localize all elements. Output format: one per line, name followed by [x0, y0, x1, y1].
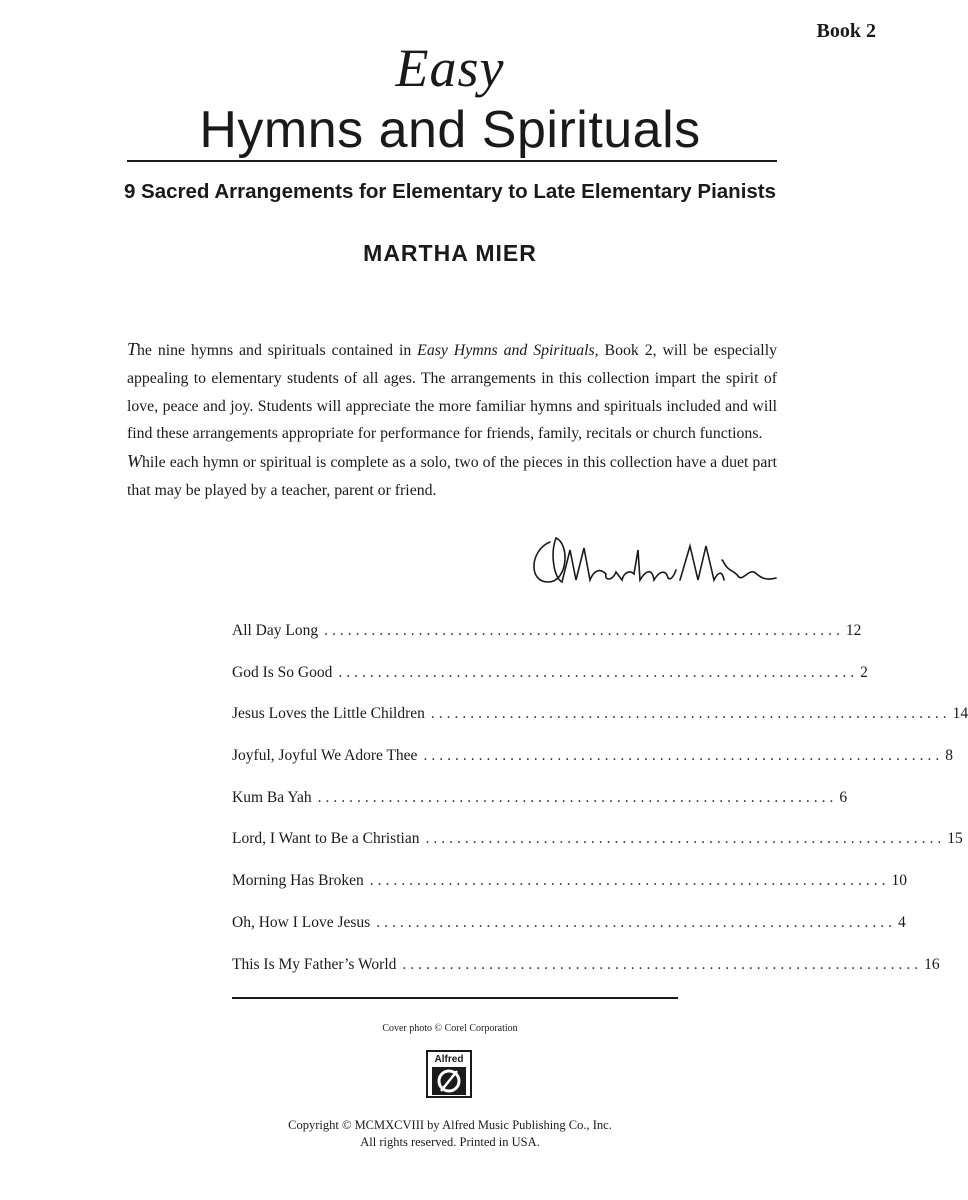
toc-entry: [232, 693, 968, 735]
author-signature: [520, 520, 790, 600]
rights-line: All rights reserved. Printed in USA.: [360, 1135, 540, 1149]
toc-entry-page: 14: [952, 705, 968, 723]
toc-entry: [232, 902, 906, 944]
toc-leader-dots: ..................................................................: [324, 622, 844, 639]
introduction-text: [127, 336, 777, 505]
toc-leader-dots: ..................................................................: [430, 705, 951, 723]
toc-entry-title: Lord, I Want to Be a Christian: [232, 830, 420, 848]
dropcap-t: T: [127, 339, 138, 359]
toc-entry-title: All Day Long: [232, 622, 319, 639]
toc-entry-title: Kum Ba Yah: [232, 788, 312, 806]
toc-leader-dots: ..................................................................: [317, 788, 838, 806]
toc-entry-page: 6: [839, 788, 848, 806]
book-number-label: Book 2: [816, 20, 876, 42]
toc-entry-title: Joyful, Joyful We Adore Thee: [232, 747, 418, 765]
toc-entry-title: Jesus Loves the Little Children: [232, 705, 425, 723]
toc-leader-dots: ..................................................................: [402, 955, 923, 973]
toc-entry: [232, 777, 848, 819]
toc-leader-dots: ..................................................................: [425, 830, 946, 848]
copyright-notice: [0, 1117, 900, 1151]
toc-entry: [232, 652, 868, 694]
intro-p1-text-b: Book 2, will be especially appealing to elementary students of all ages. The arrangements in this collection impart the spirit of love, peace and joy. Students will appreciate the more familiar hymns and spirituals included and will find these arrangements appropriate for performance for friends, family, recitals or church functions.: [127, 342, 777, 443]
logo-wordmark: Alfred: [434, 1054, 464, 1065]
dropcap-w: W: [127, 451, 142, 472]
author-name: MARTHA MIER: [363, 240, 537, 266]
alfred-publisher-logo: [426, 1050, 472, 1098]
toc-entry-title: This Is My Father’s World: [232, 955, 397, 973]
table-of-contents: [232, 610, 968, 985]
toc-entry-page: 10: [891, 872, 907, 890]
title-divider: [127, 160, 777, 162]
intro-p1-text-a: he nine hymns and spirituals contained in: [137, 342, 418, 359]
intro-paragraph-2: [127, 448, 777, 505]
toc-entry-page: 4: [897, 913, 906, 931]
toc-entry-page: 8: [945, 747, 953, 765]
page-title: Hymns and Spirituals: [199, 101, 701, 159]
toc-leader-dots: ..................................................................: [423, 747, 944, 765]
toc-entry: [232, 610, 862, 652]
toc-divider: [232, 997, 678, 999]
toc-leader-dots: ..................................................................: [338, 663, 859, 681]
subtitle: 9 Sacred Arrangements for Elementary to Late Elementary Pianists: [123, 180, 777, 203]
toc-leader-dots: ..................................................................: [369, 872, 890, 890]
toc-entry: [232, 818, 963, 860]
intro-paragraph-1: [127, 336, 777, 448]
toc-entry: [232, 944, 940, 986]
intro-p2-text: hile each hymn or spiritual is complete as a solo, two of the pieces in this collection have a duet part that may be played by a teacher, parent or friend.: [127, 454, 777, 499]
intro-p1-book-title: Easy Hymns and Spirituals,: [417, 342, 599, 359]
toc-entry-page: 16: [924, 955, 940, 973]
toc-entry-title: Oh, How I Love Jesus: [232, 913, 371, 931]
toc-entry: [232, 735, 953, 777]
logo-emblem-icon: [432, 1067, 466, 1095]
toc-entry-page: 15: [947, 830, 963, 848]
toc-entry: [232, 860, 907, 902]
toc-leader-dots: ..................................................................: [376, 913, 896, 931]
cover-photo-credit: Cover photo © Corel Corporation: [382, 1023, 518, 1034]
title-line-easy: Easy: [395, 38, 505, 98]
toc-entry-page: 12: [845, 622, 862, 639]
toc-entry-page: 2: [860, 663, 868, 681]
toc-entry-title: God Is So Good: [232, 663, 333, 681]
copyright-line: Copyright © MCMXCVIII by Alfred Music Publishing Co., Inc.: [288, 1118, 612, 1132]
toc-entry-title: Morning Has Broken: [232, 872, 364, 890]
